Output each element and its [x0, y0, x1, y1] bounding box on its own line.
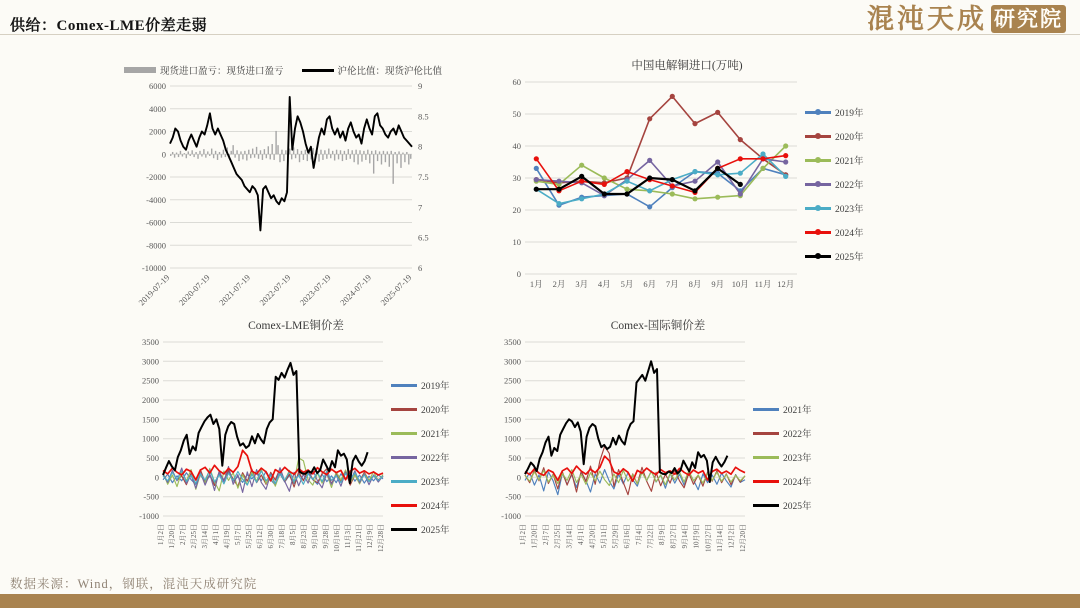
legend-item-comex-lme-copper-spread-3 [391, 450, 461, 464]
chart-china-copper-imports [497, 58, 877, 294]
svg-text:2月7日: 2月7日 [542, 524, 551, 545]
svg-text:3月: 3月 [575, 279, 589, 289]
marker-dot-icon [815, 181, 821, 187]
svg-text:3000: 3000 [504, 356, 521, 367]
svg-text:7月18日: 7月18日 [278, 524, 286, 549]
line-swatch-icon [753, 408, 779, 411]
svg-text:7月22日: 7月22日 [646, 524, 655, 549]
svg-text:12月2日: 12月2日 [727, 524, 736, 549]
legend-label: 2021年 [783, 406, 812, 416]
legend-label: 2025年 [783, 502, 812, 512]
svg-text:2500: 2500 [142, 375, 159, 386]
line-swatch-icon [391, 408, 417, 411]
svg-text:4月: 4月 [597, 279, 611, 289]
svg-text:6月30日: 6月30日 [267, 524, 275, 549]
legend-label: 2024年 [835, 229, 864, 239]
line-swatch-icon [805, 159, 831, 162]
svg-text:8月9日: 8月9日 [657, 524, 666, 545]
legend-label: 2022年 [783, 430, 812, 440]
svg-text:8月27日: 8月27日 [669, 524, 678, 549]
chart3-legend [391, 334, 461, 580]
svg-text:2月7日: 2月7日 [179, 524, 187, 545]
legend-label: 2019年 [421, 382, 450, 392]
svg-text:500: 500 [508, 453, 521, 463]
chart-plot-svg [491, 334, 753, 580]
svg-text:0: 0 [154, 472, 159, 483]
svg-text:8月23日: 8月23日 [300, 524, 308, 549]
legend-label: 2021年 [421, 430, 450, 440]
svg-text:10: 10 [512, 237, 521, 247]
svg-text:0: 0 [516, 269, 521, 279]
marker-dot-icon [815, 157, 821, 163]
legend-label: 2021年 [835, 157, 864, 167]
legend-item-china-refined-copper-imports-5 [805, 225, 877, 239]
line-swatch-icon [391, 456, 417, 459]
svg-text:3500: 3500 [504, 337, 521, 347]
legend-label: 2023年 [421, 478, 450, 488]
svg-text:-1000: -1000 [501, 511, 521, 521]
svg-text:9: 9 [418, 81, 423, 91]
chart1-plot [124, 78, 442, 318]
legend-item-comex-international-copper-spread-2 [753, 450, 825, 464]
chart3-title: Comex-LME铜价差 [248, 320, 344, 332]
svg-text:12月: 12月 [777, 279, 795, 289]
line-swatch-icon [391, 480, 417, 483]
svg-text:9月10日: 9月10日 [311, 524, 319, 549]
line-swatch-icon [391, 432, 417, 435]
line-swatch-icon [391, 504, 417, 507]
svg-text:5月11日: 5月11日 [600, 524, 609, 549]
legend-item-china-refined-copper-imports-1 [805, 129, 877, 143]
legend-item-china-refined-copper-imports-3 [805, 177, 877, 191]
legend-item-spot-import-profit-vs-ratio-0 [124, 63, 284, 77]
chart-import-profit-ratio [124, 62, 443, 308]
line-swatch-icon [391, 384, 417, 387]
svg-text:0: 0 [516, 472, 521, 483]
line-swatch-icon [753, 480, 779, 483]
svg-text:11月21日: 11月21日 [355, 524, 363, 552]
legend-item-comex-lme-copper-spread-1 [391, 402, 461, 416]
svg-text:1500: 1500 [142, 414, 159, 425]
svg-text:1000: 1000 [142, 433, 159, 444]
legend-label: 现货进口盈亏：现货进口盈亏 [159, 67, 284, 77]
logo-research-badge: 研究院 [991, 5, 1066, 33]
svg-text:2000: 2000 [142, 395, 159, 405]
svg-text:-10000: -10000 [141, 263, 166, 273]
svg-text:11月3日: 11月3日 [344, 524, 352, 549]
svg-text:4月1日: 4月1日 [576, 524, 585, 545]
legend-label: 2023年 [783, 454, 812, 464]
svg-text:8月: 8月 [688, 279, 702, 289]
legend-item-china-refined-copper-imports-2 [805, 153, 877, 167]
legend-item-comex-lme-copper-spread-4 [391, 474, 461, 488]
svg-text:2023-07-19: 2023-07-19 [297, 272, 333, 308]
svg-text:5月25日: 5月25日 [245, 524, 253, 549]
line-swatch-icon [805, 183, 831, 186]
chart-plot-svg [497, 74, 805, 294]
svg-text:2019-07-19: 2019-07-19 [136, 272, 172, 308]
svg-text:9月14日: 9月14日 [681, 524, 690, 549]
svg-text:10月16日: 10月16日 [333, 524, 341, 552]
footer-source: 数据来源：Wind，钢联，混沌天成研究院 [10, 577, 258, 591]
marker-dot-icon [815, 229, 821, 235]
svg-text:5月29日: 5月29日 [611, 524, 620, 549]
svg-text:2024-07-19: 2024-07-19 [337, 272, 374, 308]
svg-text:-4000: -4000 [146, 194, 166, 205]
svg-text:10月: 10月 [731, 279, 749, 289]
marker-dot-icon [815, 253, 821, 259]
legend-label: 2025年 [835, 253, 864, 263]
svg-text:12月20日: 12月20日 [739, 524, 747, 552]
logo-wordmark: 混沌天成 [867, 4, 987, 34]
chart-plot-svg [124, 78, 442, 318]
svg-text:6月: 6月 [643, 279, 657, 289]
svg-text:10月9日: 10月9日 [692, 524, 701, 549]
svg-text:3500: 3500 [142, 337, 159, 347]
line-swatch-icon [391, 528, 417, 531]
svg-text:12月9日: 12月9日 [366, 524, 374, 549]
legend-item-china-refined-copper-imports-6 [805, 249, 877, 263]
legend-label: 沪伦比值：现货沪伦比值 [337, 67, 443, 77]
legend-label: 2020年 [835, 133, 864, 143]
chart-plot-svg [131, 334, 391, 580]
svg-text:7: 7 [418, 202, 423, 213]
svg-text:3月14日: 3月14日 [201, 524, 209, 549]
svg-text:50: 50 [512, 109, 521, 119]
svg-text:8: 8 [418, 141, 423, 152]
legend-item-comex-lme-copper-spread-6 [391, 522, 461, 536]
svg-text:3月14日: 3月14日 [565, 524, 574, 549]
svg-text:6月16日: 6月16日 [623, 524, 632, 549]
chart3-plot [131, 334, 391, 580]
svg-text:2月: 2月 [552, 279, 566, 289]
svg-text:8.5: 8.5 [418, 111, 429, 122]
svg-text:1月2日: 1月2日 [157, 524, 165, 545]
svg-text:40: 40 [512, 141, 521, 151]
legend-item-spot-import-profit-vs-ratio-1 [302, 63, 443, 77]
svg-text:-6000: -6000 [146, 217, 166, 228]
svg-text:7月4日: 7月4日 [634, 524, 643, 545]
svg-text:6000: 6000 [149, 81, 166, 91]
legend-item-comex-lme-copper-spread-0 [391, 378, 461, 392]
svg-text:4月20日: 4月20日 [588, 524, 597, 549]
svg-text:9月: 9月 [711, 279, 725, 289]
svg-text:-1000: -1000 [139, 511, 159, 521]
svg-text:30: 30 [512, 173, 521, 183]
svg-text:2021-07-19: 2021-07-19 [216, 272, 253, 308]
chart1-legend [124, 62, 442, 78]
svg-text:2020-07-19: 2020-07-19 [176, 272, 212, 308]
svg-text:7月: 7月 [665, 279, 679, 289]
svg-text:6月12日: 6月12日 [256, 524, 264, 549]
legend-label: 2019年 [835, 109, 864, 119]
legend-item-comex-international-copper-spread-0 [753, 402, 825, 416]
legend-label: 2025年 [421, 526, 450, 536]
svg-text:2025-07-19: 2025-07-19 [378, 272, 414, 308]
svg-text:5月: 5月 [620, 279, 634, 289]
legend-item-china-refined-copper-imports-4 [805, 201, 877, 215]
chart-comex-lme-spread [131, 318, 461, 580]
svg-text:20: 20 [512, 205, 521, 215]
legend-label: 2024年 [783, 478, 812, 488]
svg-text:6: 6 [418, 263, 423, 273]
svg-text:4月19日: 4月19日 [223, 524, 231, 549]
line-swatch-icon [753, 432, 779, 435]
marker-dot-icon [815, 133, 821, 139]
svg-text:2000: 2000 [149, 126, 166, 137]
chart2-legend [805, 74, 877, 294]
svg-text:500: 500 [146, 453, 159, 463]
svg-text:1月20日: 1月20日 [530, 524, 539, 549]
header [0, 0, 1080, 35]
legend-item-comex-international-copper-spread-1 [753, 426, 825, 440]
svg-text:4000: 4000 [149, 103, 166, 114]
svg-text:-2000: -2000 [146, 172, 166, 182]
bottom-accent-bar [0, 594, 1080, 608]
legend-item-comex-international-copper-spread-3 [753, 474, 825, 488]
marker-dot-icon [815, 205, 821, 211]
svg-text:1月2日: 1月2日 [519, 524, 527, 545]
line-swatch-icon [753, 504, 779, 507]
svg-text:0: 0 [161, 149, 166, 160]
svg-text:10月27日: 10月27日 [704, 524, 713, 552]
legend-label: 2024年 [421, 502, 450, 512]
line-swatch-icon [805, 111, 831, 114]
page-title: 供给：Comex-LME价差走弱 [10, 18, 208, 34]
legend-item-comex-lme-copper-spread-2 [391, 426, 461, 440]
chart-comex-intl-spread [491, 318, 825, 580]
line-swatch-icon [302, 69, 334, 72]
legend-label: 2023年 [835, 205, 864, 215]
bar-swatch-icon [124, 67, 156, 73]
legend-item-comex-international-copper-spread-4 [753, 498, 825, 512]
svg-text:60: 60 [512, 77, 521, 87]
svg-text:2月25日: 2月25日 [553, 524, 562, 549]
marker-dot-icon [815, 109, 821, 115]
svg-text:-500: -500 [143, 491, 159, 502]
svg-text:12月28日: 12月28日 [377, 524, 385, 552]
svg-text:11月14日: 11月14日 [715, 524, 724, 552]
legend-item-china-refined-copper-imports-0 [805, 105, 877, 119]
chart4-title: Comex-国际铜价差 [610, 320, 706, 332]
legend-label: 2020年 [421, 406, 450, 416]
svg-text:1月20日: 1月20日 [168, 524, 176, 549]
svg-text:1月: 1月 [529, 279, 543, 289]
legend-label: 2022年 [421, 454, 450, 464]
svg-text:2500: 2500 [504, 375, 521, 386]
line-swatch-icon [805, 135, 831, 138]
chart4-legend [753, 334, 825, 580]
svg-text:2000: 2000 [504, 395, 521, 405]
svg-text:1000: 1000 [504, 433, 521, 444]
svg-text:-500: -500 [505, 491, 521, 502]
svg-text:5月7日: 5月7日 [234, 524, 242, 545]
svg-text:6.5: 6.5 [418, 232, 429, 243]
line-swatch-icon [805, 255, 831, 258]
svg-text:8月5日: 8月5日 [289, 524, 297, 545]
svg-text:3000: 3000 [142, 356, 159, 367]
legend-item-comex-lme-copper-spread-5 [391, 498, 461, 512]
line-swatch-icon [753, 456, 779, 459]
svg-text:2月25日: 2月25日 [190, 524, 198, 549]
line-swatch-icon [805, 207, 831, 210]
svg-text:1500: 1500 [504, 414, 521, 425]
chart4-plot [491, 334, 753, 580]
svg-text:9月28日: 9月28日 [322, 524, 330, 549]
legend-label: 2022年 [835, 181, 864, 191]
chart2-plot [497, 74, 805, 294]
svg-text:7.5: 7.5 [418, 172, 429, 182]
svg-text:4月1日: 4月1日 [212, 524, 220, 545]
chart2-title: 中国电解铜进口(万吨) [631, 60, 743, 72]
svg-text:11月: 11月 [754, 279, 772, 289]
svg-text:-8000: -8000 [146, 240, 166, 251]
brand-logo [867, 4, 1066, 34]
line-swatch-icon [805, 231, 831, 234]
svg-text:2022-07-19: 2022-07-19 [257, 272, 293, 308]
